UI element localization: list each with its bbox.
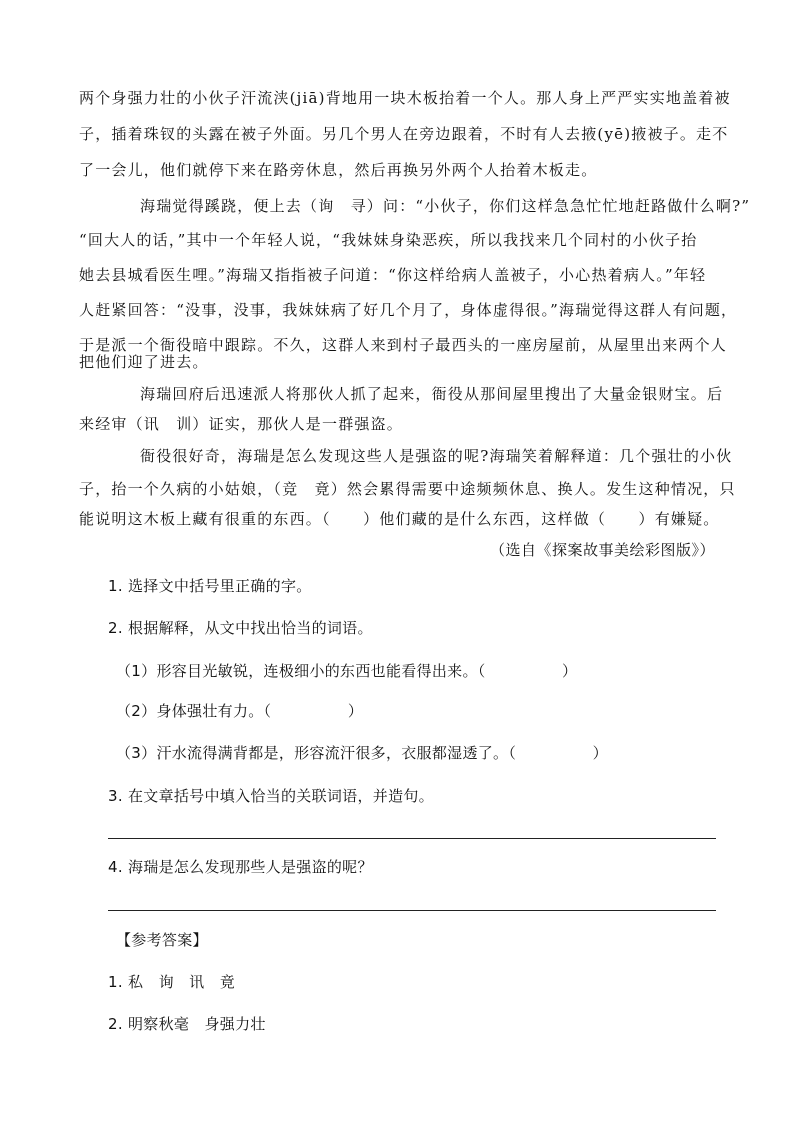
- answer-line[interactable]: [108, 910, 716, 911]
- passage-line: 海瑞觉得蹊跷，便上去（询 寻）问：“小伙子，你们这样急急忙忙地赶路做什么啊?”: [140, 197, 751, 215]
- question-4: 4. 海瑞是怎么发现那些人是强盗的呢？: [108, 858, 373, 876]
- passage-line: 把他们迎了进去。: [79, 353, 209, 371]
- passage-line: 衙役很好奇，海瑞是怎么发现这些人是强盗的呢?海瑞笑着解释道：几个强壮的小伙: [140, 447, 733, 465]
- passage-line: 海瑞回府后迅速派人将那伙人抓了起来，衙役从那间屋里搜出了大量金银财宝。后: [140, 385, 724, 403]
- passage-line: 子，插着珠钗的头露在被子外面。另几个男人在旁边跟着，不时有人去掖(yē)掖被子。走不: [79, 125, 729, 143]
- passage-line: 人赶紧回答：“没事，没事，我妹妹病了好几个月了，身体虚得很。”海瑞觉得这群人有问题，: [79, 301, 738, 319]
- question-1: 1. 选择文中括号里正确的字。: [108, 577, 312, 595]
- passage-line: 于是派一个衙役暗中跟踪。不久，这群人来到村子最西头的一座房屋前，从屋里出来两个人: [79, 336, 728, 354]
- question-2-item-3: （3）汗水流得满背都是，形容流汗很多，衣服都湿透了。（ ）: [116, 744, 608, 762]
- answer-2: 2. 明察秋毫 身强力壮: [108, 1015, 266, 1033]
- passage-line: “回大人的话，”其中一个年轻人说，“我妹妹身染恶疾，所以我找来几个同村的小伙子抬: [79, 231, 698, 249]
- answer-heading: 【参考答案】: [116, 931, 208, 949]
- question-2-item-2: （2）身体强壮有力。（ ）: [116, 702, 364, 720]
- passage-line: 能说明这木板上藏有很重的东西。（ ）他们藏的是什么东西，这样做（ ）有嫌疑。: [79, 510, 720, 528]
- passage-line: 她去县城看医生哩。”海瑞又指指被子问道：“你这样给病人盖被子，小心热着病人。”年轻: [79, 266, 707, 284]
- passage-line: 子，抬一个久病的小姑娘，（竞 竟）然会累得需要中途频频休息、换人。发生这种情况，只: [79, 480, 736, 498]
- passage-line: 两个身强力壮的小伙子汗流浃(jiā)背地用一块木板抬着一个人。那人身上严严实实地盖着被: [79, 89, 731, 107]
- passage-line: 了一会儿，他们就停下来在路旁休息，然后再换另外两个人抬着木板走。: [79, 161, 598, 179]
- passage-line: 来经审（讯 训）证实，那伙人是一群强盗。: [79, 415, 404, 433]
- question-2: 2. 根据解释，从文中找出恰当的词语。: [108, 619, 373, 637]
- question-2-item-1: （1）形容目光敏锐，连极细小的东西也能看得出来。（ ）: [116, 662, 578, 680]
- question-3: 3. 在文章括号中填入恰当的关联词语，并造句。: [108, 787, 434, 805]
- answer-1: 1. 私 询 讯 竟: [108, 973, 236, 991]
- answer-line[interactable]: [108, 838, 716, 839]
- passage-source: （选自《探案故事美绘彩图版》）: [490, 541, 716, 559]
